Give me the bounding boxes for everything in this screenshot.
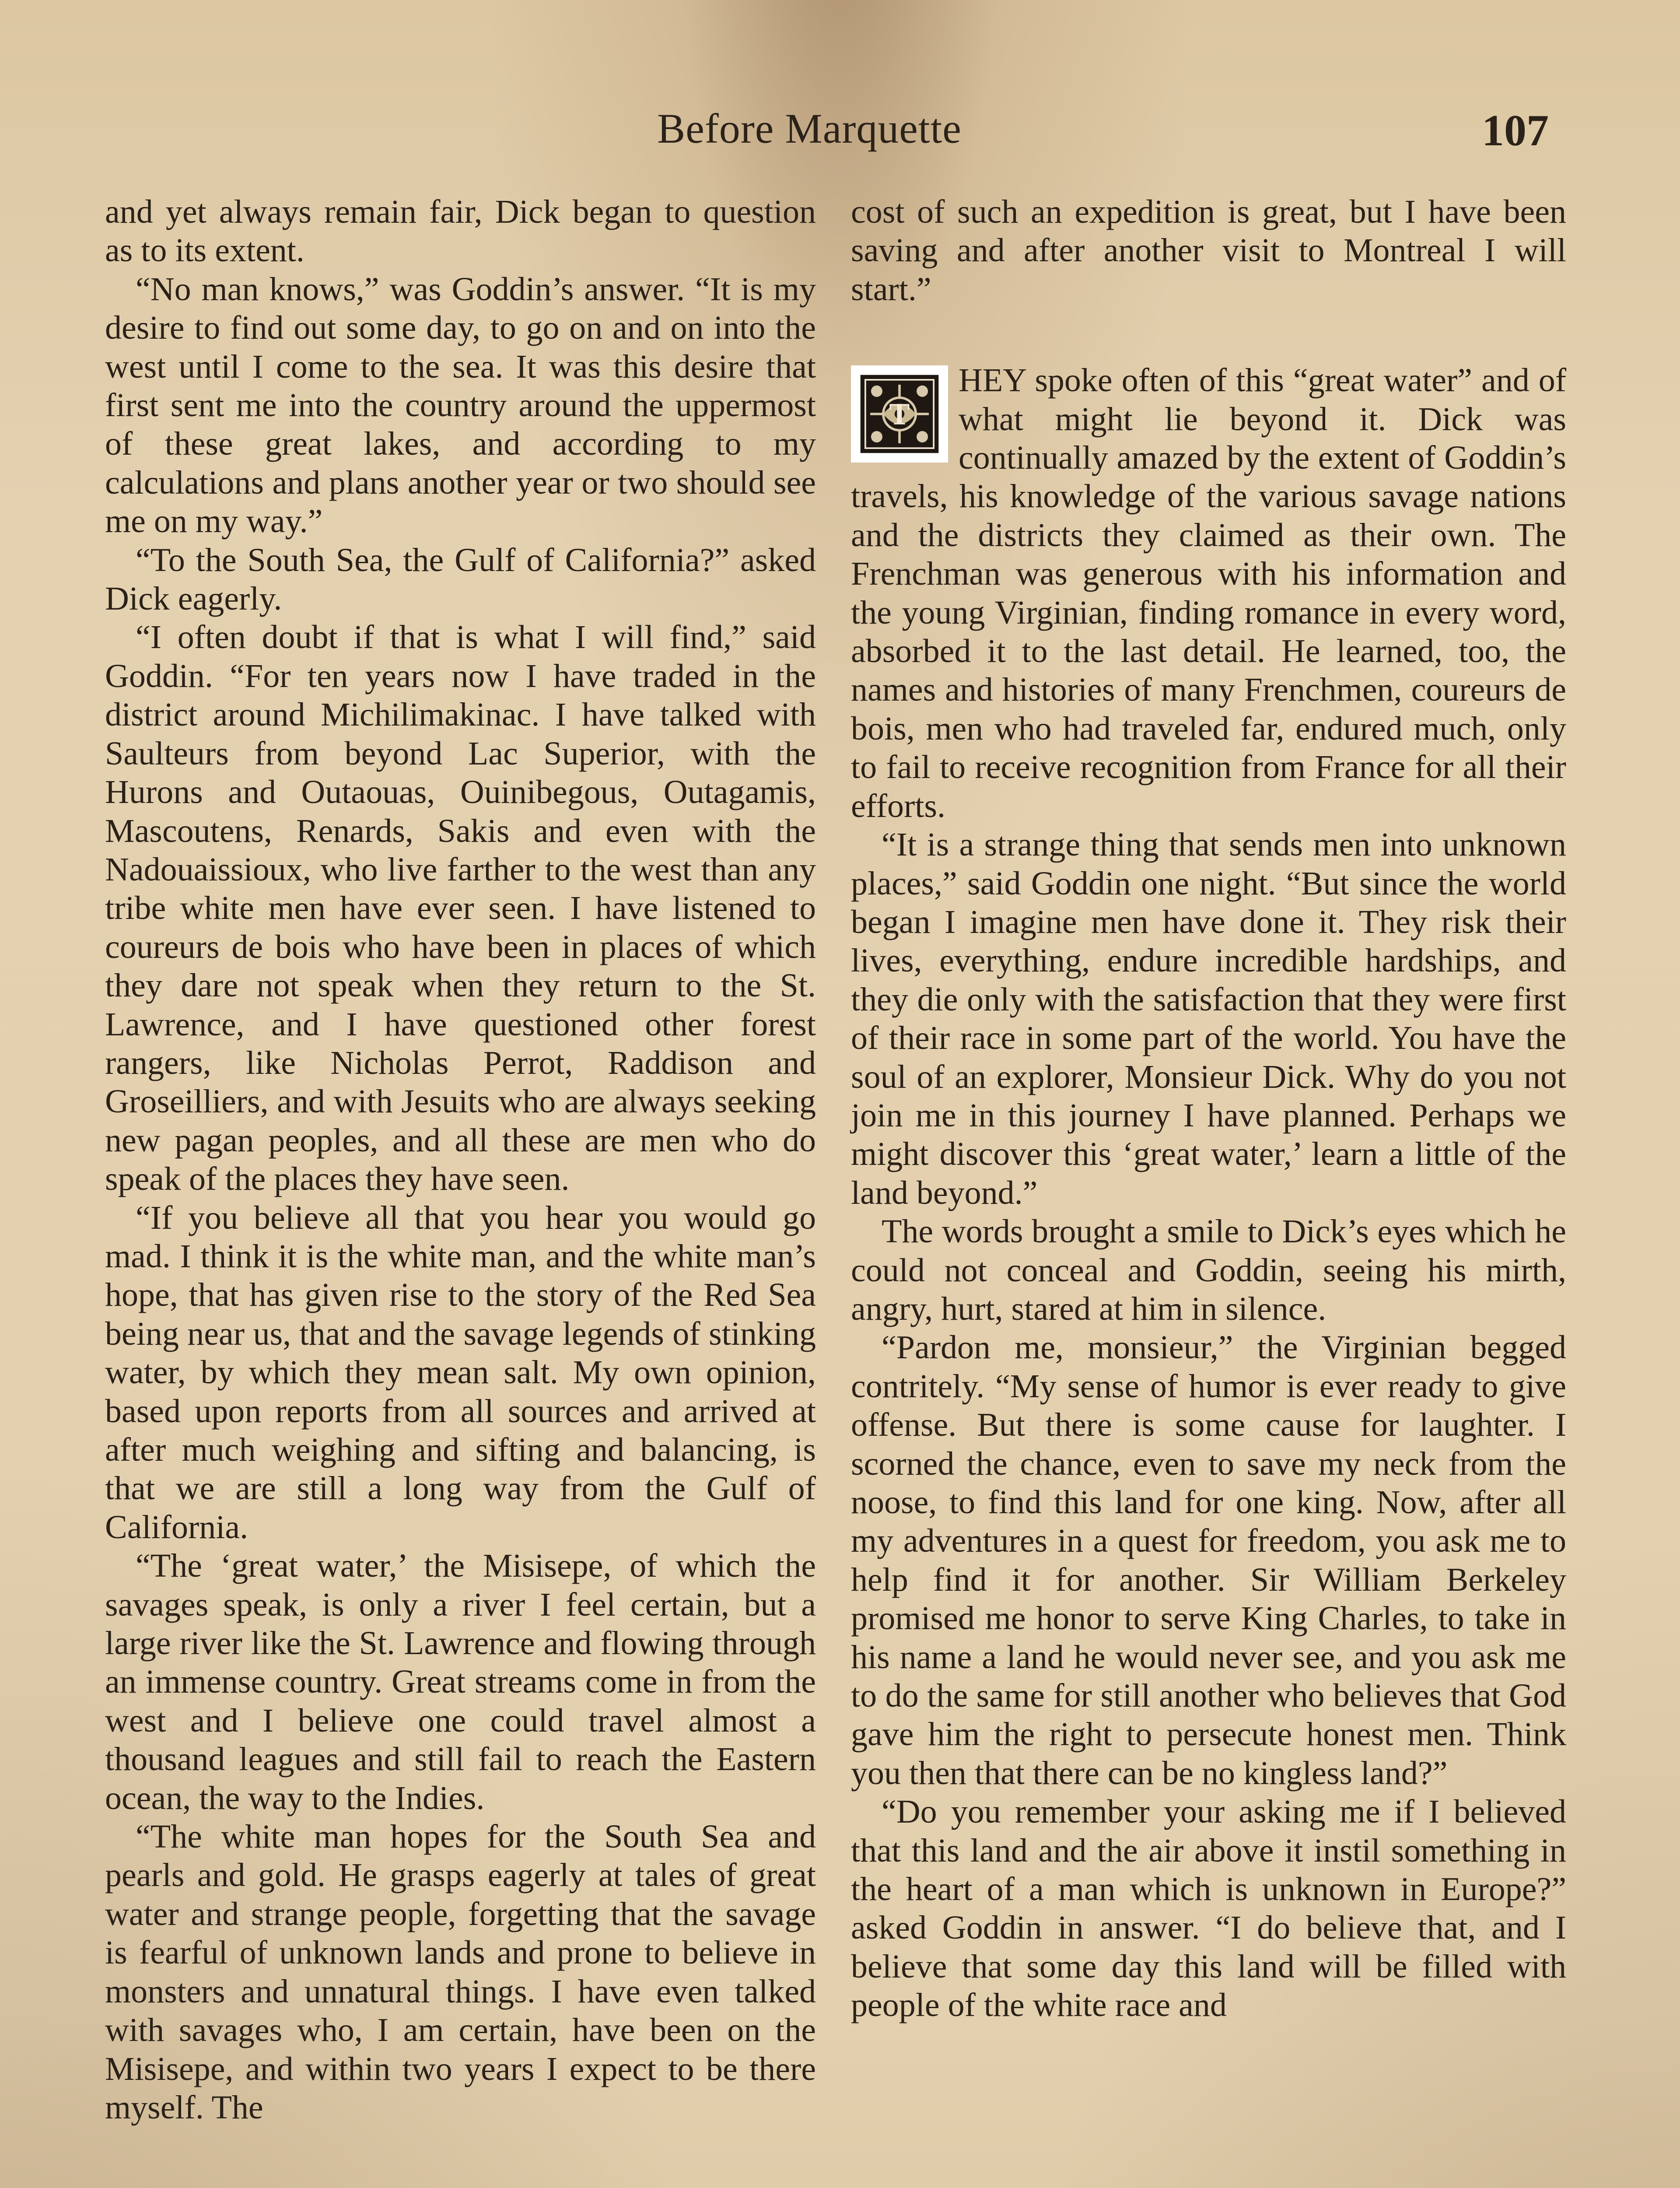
left-paragraph-5: “If you believe all that you hear you would go mad. I think it is the white man, and the white man’s hope, that has given rise to the story of the Red Sea being near us, that and the savage legends of stinking water, by which they mean salt. My own opinion, based upon reports from all sources and arrived at after much weighing and sifting and balancing, is that we are still a long way from the Gulf of California. (105, 1199, 816, 1546)
left-paragraph-4: “I often doubt if that is what I will find,” said Goddin. “For ten years now I have traded in the district around Michilimakinac. I have talked with Saulteurs from beyond Lac Superior, with the Hurons and Outaouas, Ouinibegous, Outagamis, Mascoutens, Renards, Sakis and even with the Nadouaissioux, who live farther to the west than any tribe white men have ever seen. I have listened to coureurs de bois who have been in places of which they dare not speak when they return to the St. Lawrence, and I have questioned other forest rangers, like Nicholas Perrot, Raddison and Groseilliers, and with Jesuits who are always seeking new pagan peoples, and all these are men who do speak of the places they have seen. (105, 619, 816, 1198)
running-head-title: Before Marquette (657, 105, 962, 152)
drop-cap-ornament (851, 365, 948, 463)
left-paragraph-7: “The white man hopes for the South Sea and pearls and gold. He grasps eagerly at tales of great water and strange people, forgetting that the savage is fearful of unknown lands and prone to believe in monsters and unnatural things. I have even talked with savages who, I am certain, have been on the Misisepe, and within two years I expect to be there myself. The (105, 1818, 816, 2126)
left-paragraph-1: and yet always remain fair, Dick began to question as to its extent. (105, 193, 816, 269)
left-column (105, 193, 816, 2127)
svg-text:T: T (889, 397, 910, 432)
left-paragraph-6: “The ‘great water,’ the Misisepe, of which the savages speak, is only a river I feel certain, but a large river like the St. Lawrence and flowing through an immense country. Great streams come in from the west and I believe one could travel almost a thousand leagues and still fail to reach the Eastern ocean, the way to the Indies. (105, 1547, 816, 1816)
page-number: 107 (1482, 106, 1549, 155)
section-first-paragraph: HEY spoke often of this “great water” and of what might lie beyond it. Dick was continually amazed by the extent of Goddin’s travels, his knowledge of the various savage nations and the districts they claimed as their own. The Frenchman was generous with his information and the young Virginian, finding romance in every word, absorbed it to the last detail. He learned, too, the names and histories of many Frenchmen, coureurs de bois, men who had traveled far, endured much, only to fail to receive recognition from France for all their efforts. (851, 362, 1566, 824)
right-paragraph-2: The words brought a smile to Dick’s eyes which he could not conceal and Goddin, seeing his mirth, angry, hurt, stared at him in silence. (851, 1213, 1566, 1327)
right-paragraph-4: “Do you remember your asking me if I believed that this land and the air above it instil something in the heart of a man which is unknown in Europe?” asked Goddin in answer. “I do believe that, and I believe that some day this land will be filled with people of the white race and (851, 1793, 1566, 2024)
left-paragraph-3: “To the South Sea, the Gulf of California?” asked Dick eagerly. (105, 541, 816, 617)
right-paragraph-1: “It is a strange thing that sends men into unknown places,” said Goddin one night. “But since the world began I imagine men have done it. They risk their lives, everything, endure incredible hardships, and they die only with the satisfaction that they were first of their race in some part of the world. You have the soul of an explorer, Monsieur Dick. Why do you not join me in this journey I have planned. Perhaps we might discover this ‘great water,’ learn a little of the land beyond.” (851, 826, 1566, 1211)
ornamental-drop-cap-icon (859, 373, 940, 455)
right-paragraph-3: “Pardon me, monsieur,” the Virginian begged contritely. “My sense of humor is ever ready to give offense. But there is some cause for laughter. I scorned the chance, even to save my neck from the noose, to find this land for one king. Now, after all my adventures in a quest for freedom, you ask me to help find it for another. Sir William Berkeley promised me honor to serve King Charles, to take in his name a land he would never see, and you ask me to do the same for still another who believes that God gave him the right to persecute honest men. Think you then that there can be no kingless land?” (851, 1329, 1566, 1792)
right-continuation-paragraph: cost of such an expedition is great, but I have been saving and after another visit to Montreal I will start.” (851, 193, 1566, 308)
section-opening (851, 361, 1566, 825)
right-column (851, 193, 1566, 2025)
running-head (0, 104, 1680, 161)
left-paragraph-2: “No man knows,” was Goddin’s answer. “It is my desire to find out some day, to go on and on into the west until I come to the sea. It was this desire that first sent me into the country around the uppermost of these great lakes, and according to my calculations and plans another year or two should see me on my way.” (105, 270, 816, 540)
